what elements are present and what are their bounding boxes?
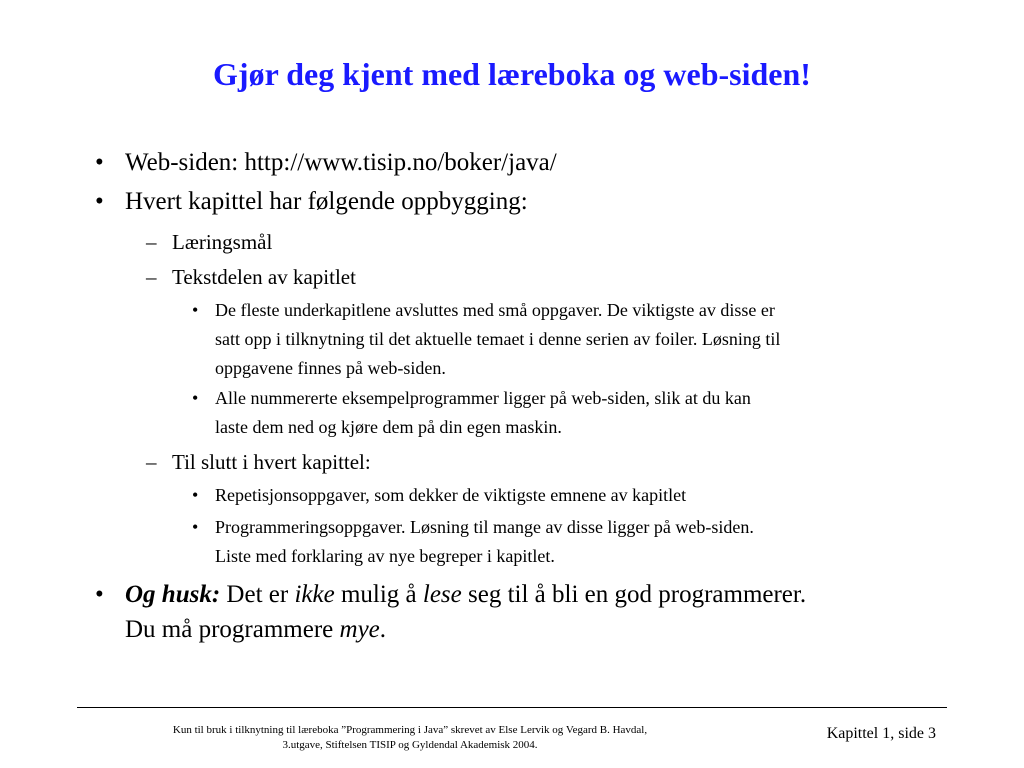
line: satt opp i tilknytning til det aktuelle temaet i denne serien av foiler. Løsning til [215, 329, 781, 349]
subbullet-learning-goals: Læringsmål [172, 230, 273, 254]
subsubbullet-programming-exercises [215, 513, 754, 571]
subsubbullet-subchapter-exercises [215, 296, 780, 383]
bullet-marker: • [192, 517, 199, 537]
footer-copyright-line: Kun til bruk i tilknytning til læreboka ”Programmering i Java” skrevet av Else Lervik og Vegard B. Havdal, [172, 724, 648, 736]
line: laste dem ned og kjøre dem på din egen maskin. [215, 417, 562, 437]
slide-title: Gjør deg kjent med læreboka og web-siden! [213, 56, 811, 92]
bullet-marker: • [95, 188, 104, 215]
subbullet-text-part: Tekstdelen av kapitlet [172, 265, 356, 289]
bullet-marker: • [95, 149, 104, 176]
footer-divider [77, 707, 947, 708]
bullet-web-siden: Web-siden: http://www.tisip.no/boker/java/ [125, 149, 557, 176]
bullet-marker: • [192, 485, 199, 505]
line: Liste med forklaring av nye begreper i kapitlet. [215, 546, 555, 566]
bullet-marker: • [95, 581, 104, 608]
emphasis-og-husk: Og husk: [125, 581, 221, 608]
line: Og husk: Det er ikke mulig å lese seg til å bli en god programmerer. [125, 581, 807, 608]
footer-copyright-line: 3.utgave, Stiftelsen TISIP og Gyldendal Akademisk 2004. [282, 739, 538, 751]
bullet-remember [125, 577, 806, 647]
bullet-marker: • [192, 388, 199, 408]
emphasis-mye: mye [339, 616, 380, 643]
line: Programmeringsoppgaver. Løsning til mange av disse ligger på web-siden. [215, 517, 754, 537]
line: oppgavene finnes på web-siden. [215, 358, 446, 378]
subbullet-chapter-end: Til slutt i hvert kapittel: [172, 450, 371, 474]
line: Alle nummererte eksempelprogrammer ligger på web-siden, slik at du kan [215, 388, 751, 408]
subsubbullet-example-programs [215, 384, 751, 442]
dash-marker: – [146, 265, 157, 289]
line: De fleste underkapitlene avsluttes med små oppgaver. De viktigste av disse er [215, 300, 775, 320]
line: Du må programmere mye. [125, 616, 387, 643]
subsubbullet-review-exercises: Repetisjonsoppgaver, som dekker de viktigste emnene av kapitlet [215, 485, 687, 505]
emphasis-ikke: ikke [294, 581, 335, 608]
footer-page-number: Kapittel 1, side 3 [826, 725, 936, 742]
bullet-marker: • [192, 300, 199, 320]
dash-marker: – [146, 230, 157, 254]
footer-copyright [150, 723, 670, 753]
bullet-chapter-structure: Hvert kapittel har følgende oppbygging: [125, 188, 528, 215]
emphasis-lese: lese [422, 581, 462, 608]
dash-marker: – [146, 450, 157, 474]
